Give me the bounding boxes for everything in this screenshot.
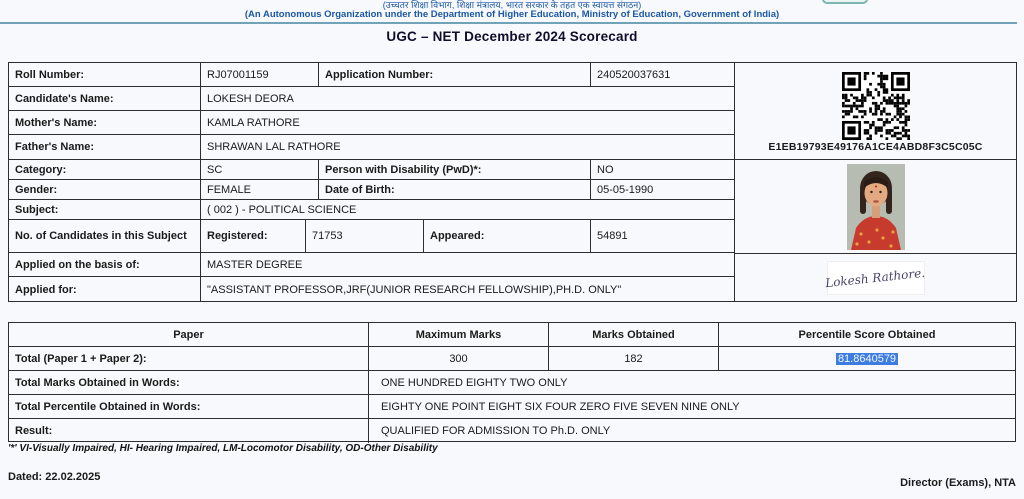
table-row [9,220,734,253]
applied-for-value: "ASSISTANT PROFESSOR,JRF(JUNIOR RESEARCH FELLOWSHIP),PH.D. ONLY" [207,283,622,296]
marks-total-row [9,347,1015,371]
application-number-label: Application Number: [319,63,591,86]
mother-name-label: Mother's Name: [9,111,201,134]
candidates-count-label: No. of Candidates in this Subject [9,220,201,252]
category-label: Category: [9,160,201,179]
maximum-marks-value: 300 [369,347,549,370]
header-maximum-marks: Maximum Marks [369,323,549,346]
marks-words-row [9,371,1015,395]
father-name-label: Father's Name: [9,135,201,159]
candidate-info-table [8,62,735,302]
gender-label: Gender: [9,180,201,199]
total-label: Total (Paper 1 + Paper 2): [9,347,369,370]
roll-number-value: RJ07001159 [201,63,319,86]
applied-basis-value: MASTER DEGREE [207,258,303,271]
marks-obtained-value: 182 [549,347,719,370]
application-number-value: 240520037631 [597,68,671,81]
qr-code-icon [842,72,910,140]
candidate-name-value: LOKESH DEORA [207,92,294,105]
disability-footnote: '*' VI-Visually Impaired, HI- Hearing Impaired, LM-Locomotor Disability, OD-Other Disability [8,443,438,454]
table-row [9,180,734,200]
table-row [9,253,734,277]
appeared-value: 54891 [597,230,628,242]
table-row [9,277,734,302]
percentile-words-value: EIGHTY ONE POINT EIGHT SIX FOUR ZERO FIVE SEVEN NINE ONLY [381,400,740,413]
applied-basis-label: Applied on the basis of: [9,253,201,276]
table-row [9,160,734,180]
father-name-value: SHRAWAN LAL RATHORE [207,141,341,153]
candidate-signature: Lokesh Rathore. [824,265,927,290]
header-paper: Paper [9,323,369,346]
verification-panel [734,62,1017,302]
percentile-value-selected: 81.8640579 [837,352,897,365]
org-line-english: (An Autonomous Organization under the Department of Higher Education, Ministry of Education, Government of India) [244,9,780,20]
dob-label: Date of Birth: [319,180,591,199]
dob-value: 05-05-1990 [597,183,654,196]
header-percentile: Percentile Score Obtained [798,328,936,341]
registered-value: 71753 [306,220,424,252]
table-row [9,111,734,135]
marks-table [8,322,1016,442]
result-row [9,419,1015,443]
verification-hash: E1EB19793E49176A1CE4ABD8F3C5C05C [768,140,983,153]
percentile-words-row [9,395,1015,419]
signatory-text: Director (Exams), NTA [900,477,1016,489]
gender-value: FEMALE [201,180,319,199]
mother-name-value: KAMLA RATHORE [207,116,300,129]
header-divider [0,22,1017,24]
result-value: QUALIFIED FOR ADMISSION TO Ph.D. ONLY [381,425,611,437]
org-line-hindi: (उच्चतर शिक्षा विभाग, शिक्षा मंत्रालय, भारत सरकार के तहत एक स्वायत्त संगठन) [382,0,642,10]
percentile-cell [719,347,1015,370]
registered-label: Registered: [201,220,306,252]
page-title: UGC – NET December 2024 Scorecard [386,29,638,44]
signature-box [824,262,927,294]
signature-section [735,254,1016,301]
marks-words-label: Total Marks Obtained in Words: [9,371,369,394]
roll-number-label: Roll Number: [9,63,201,86]
candidate-photo [847,164,905,250]
table-row [9,200,734,220]
pwd-value: NO [597,163,614,176]
subject-value: ( 002 ) - POLITICAL SCIENCE [207,203,357,216]
result-label: Result: [9,419,369,443]
marks-header-row [9,323,1015,347]
clipped-top-button[interactable] [822,0,868,4]
applied-for-label: Applied for: [9,277,201,302]
header-marks-obtained: Marks Obtained [549,323,719,346]
subject-label: Subject: [9,200,201,219]
pwd-label: Person with Disability (PwD)*: [319,160,591,179]
percentile-words-label: Total Percentile Obtained in Words: [9,395,369,418]
marks-words-value: ONE HUNDRED EIGHTY TWO ONLY [381,376,568,389]
appeared-label: Appeared: [424,220,591,252]
dated-text: Dated: 22.02.2025 [8,471,101,483]
table-row [9,63,734,87]
category-value: SC [201,160,319,179]
table-row [9,135,734,160]
table-row [9,87,734,111]
candidate-name-label: Candidate's Name: [9,87,201,110]
photo-section [735,160,1016,254]
qr-section [735,63,1016,160]
